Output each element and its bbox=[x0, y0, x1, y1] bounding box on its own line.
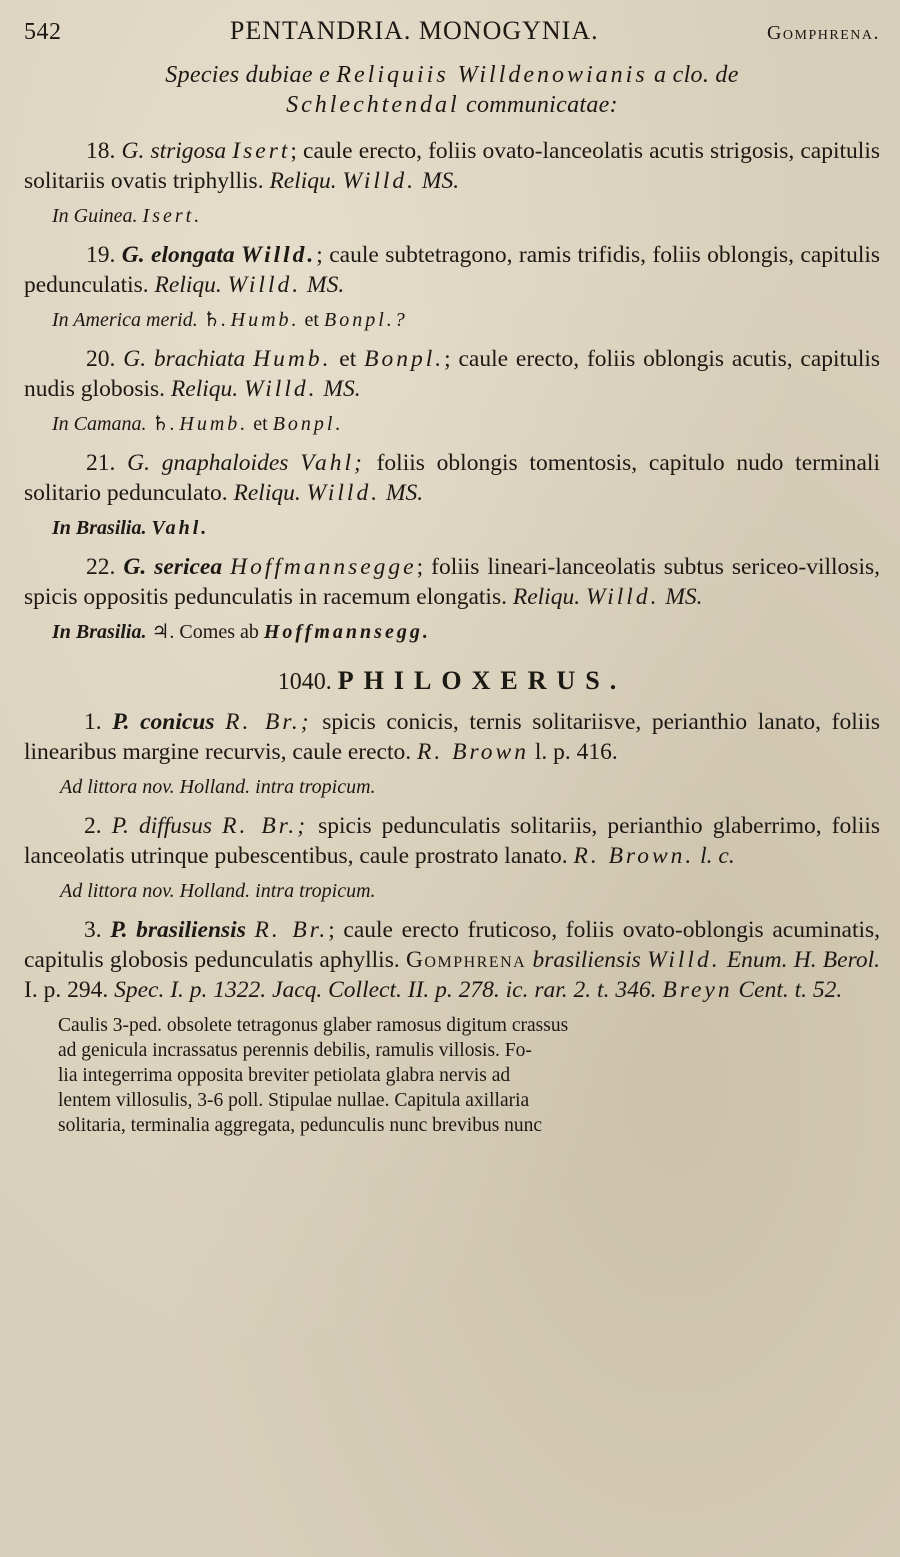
species-entry: 3. P. brasiliensis R. Br.; caule erecto fruticoso, foliis ovato-oblongis acuminatis, capitulis globosis pedunculatis aphyllis. Gomphrena brasiliensis Willd. Enum. H. Berol. I. p. 294. Spec. I. p. 1322. Jacq. Collect. II. p. 278. ic. rar. 2. t. 346. Breyn Cent. t. 52. bbox=[24, 917, 881, 1003]
species-entry: 22. G. sericea Hoffmannsegge; foliis lineari-lanceolatis subtus sericeo-villosis, spicis oppositis pedunculatis in racemum elongatis. Reliqu. Willd. MS. bbox=[24, 554, 880, 610]
note-line: lia integerrima opposita breviter petiolata glabra nervis ad bbox=[58, 1065, 511, 1086]
running-header bbox=[24, 14, 880, 50]
running-genus: Gomphrena. bbox=[766, 22, 880, 44]
species-entry: 2. P. diffusus R. Br.; spicis pedunculatis solitariis, perianthio glaberrimo, foliis lanceolatis utrinque pubescentibus, caule prostrato lanato. R. Brown. l. c. bbox=[24, 813, 881, 869]
genus-heading: 1040. PHILOXERUS. bbox=[277, 666, 627, 695]
page-title: PENTANDRIA. MONOGYNIA. bbox=[229, 16, 599, 45]
description-note bbox=[58, 1013, 880, 1138]
note-line: lentem villosulis, 3-6 poll. Stipulae nullae. Capitula axillaria bbox=[58, 1090, 530, 1111]
species-locality: In America merid. ♄. Humb. et Bonpl.? bbox=[52, 309, 408, 331]
species-locality: Ad littora nov. Holland. intra tropicum. bbox=[60, 776, 376, 798]
species-locality: In Brasilia. ♃. Comes ab Hoffmannsegg. bbox=[52, 621, 431, 643]
species-entry: 18. G. strigosa Isert; caule erecto, foliis ovato-lanceolatis acutis strigosis, capitulis solitariis ovatis triphyllis. Reliqu. Willd. MS. bbox=[24, 138, 880, 194]
species-locality: In Brasilia. Vahl. bbox=[52, 517, 210, 539]
jupiter-symbol-icon: ♃. bbox=[151, 621, 175, 643]
species-entry: 20. G. brachiata Humb. et Bonpl.; caule erecto, foliis oblongis acutis, capitulis nudis globosis. Reliqu. Willd. MS. bbox=[24, 346, 881, 402]
tree-symbol-icon: ♄. bbox=[202, 309, 226, 331]
species-locality: In Guinea. Isert. bbox=[52, 205, 203, 227]
species-locality: In Camana. ♄. Humb. et Bonpl. bbox=[52, 413, 344, 435]
page-number: 542 bbox=[24, 19, 62, 45]
species-entry: 21. G. gnaphaloides Vahl; foliis oblongis tomentosis, capitulo nudo terminali solitario pedunculato. Reliqu. Willd. MS. bbox=[24, 450, 880, 506]
tree-symbol-icon: ♄. bbox=[151, 413, 175, 435]
species-locality: Ad littora nov. Holland. intra tropicum. bbox=[60, 880, 376, 902]
section-intro: Species dubiae e Reliquiis Willdenowianis a clo. de Schlechtendal communicatae: bbox=[165, 62, 739, 118]
note-line: Caulis 3-ped. obsolete tetragonus glaber ramosus digitum crassus bbox=[58, 1015, 569, 1036]
note-line: ad genicula incrassatus perennis debilis, ramulis villosis. Fo- bbox=[58, 1040, 532, 1061]
species-entry: 19. G. elongata Willd.; caule subtetragono, ramis trifidis, foliis oblongis, capitulis pedunculatis. Reliqu. Willd. MS. bbox=[24, 242, 881, 298]
species-entry: 1. P. conicus R. Br.; spicis conicis, ternis solitariisve, perianthio lanato, foliis linearibus margine recurvis, caule erecto. R. Brown l. p. 416. bbox=[24, 709, 880, 765]
note-line: solitaria, terminalia aggregata, pedunculis nunc brevibus nunc bbox=[58, 1115, 543, 1136]
